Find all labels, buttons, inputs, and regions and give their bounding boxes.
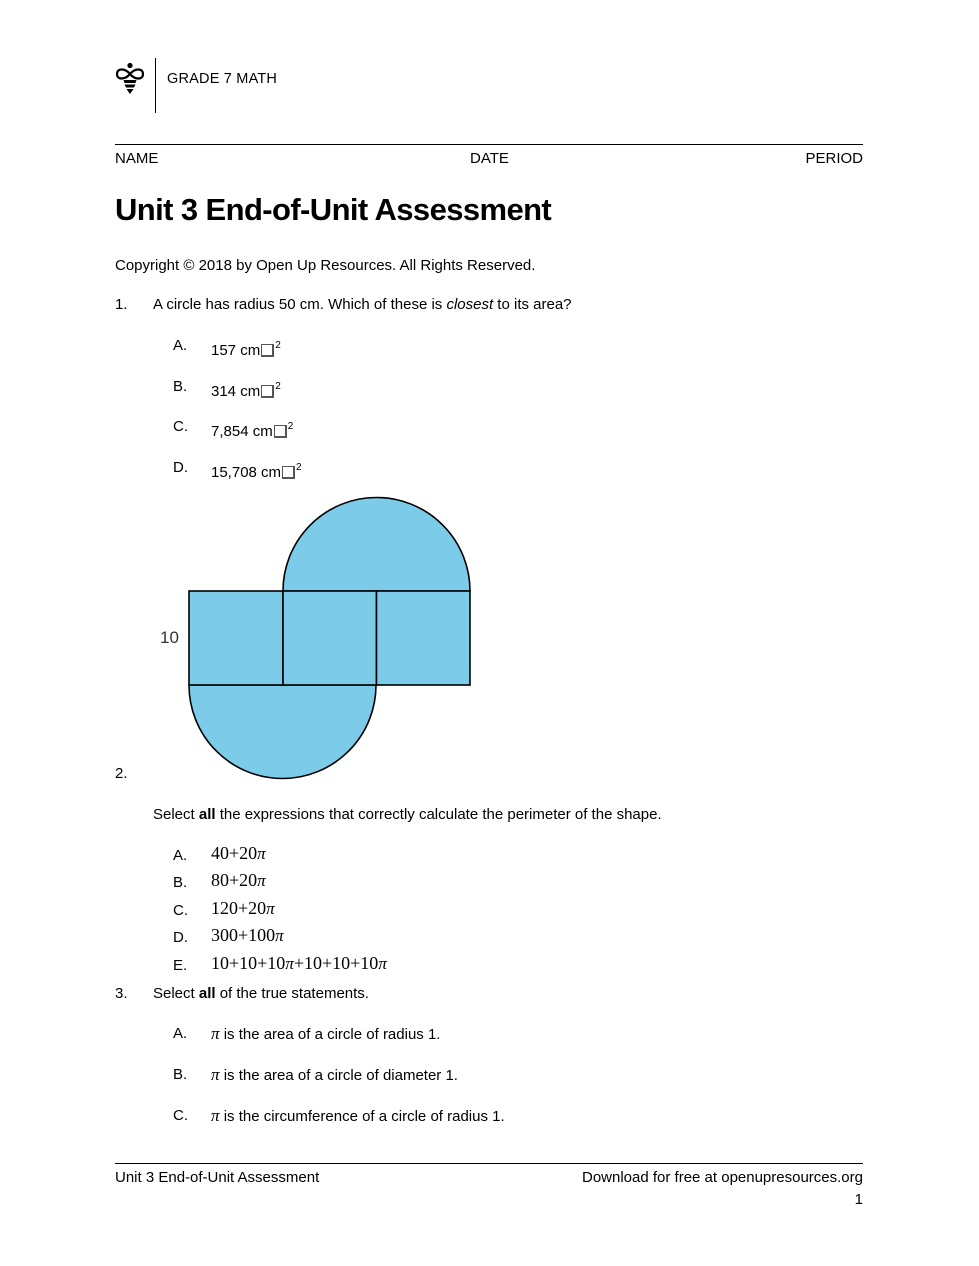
question-number: 2. xyxy=(115,765,128,782)
course-label: GRADE 7 MATH xyxy=(167,71,278,87)
answer-option-d[interactable] xyxy=(211,925,284,946)
pi-symbol: π xyxy=(266,899,275,918)
option-value: 40+20 xyxy=(211,843,258,863)
question-number: 1. xyxy=(115,296,128,313)
option-value: 314 cm xyxy=(211,383,261,400)
option-value: 15,708 cm xyxy=(211,464,282,481)
option-letter: C. xyxy=(173,1107,188,1124)
question-number: 3. xyxy=(115,985,128,1002)
option-value: +10+10+10 xyxy=(293,953,379,973)
answer-option-a[interactable] xyxy=(211,843,266,864)
pi-symbol: π xyxy=(275,926,284,945)
option-value: 7,854 cm xyxy=(211,423,273,440)
question-text-part: Select xyxy=(153,985,199,1002)
question-text-part: Select xyxy=(153,806,199,823)
placeholder-box-icon xyxy=(261,385,274,398)
question-text-part: A circle has radius 50 cm. Which of these is xyxy=(153,296,447,313)
exponent: 2 xyxy=(287,421,294,432)
option-letter: B. xyxy=(173,874,188,891)
footer-download-link[interactable]: Download for free at openupresources.org xyxy=(581,1169,863,1186)
option-letter: B. xyxy=(173,378,188,395)
option-letter: A. xyxy=(173,337,188,354)
period-field-label: PERIOD xyxy=(805,150,863,167)
option-letter: E. xyxy=(173,957,188,974)
exponent: 2 xyxy=(296,462,302,473)
copyright-notice: Copyright © 2018 by Open Up Resources. All Rights Reserved. xyxy=(115,257,536,274)
answer-option-b[interactable] xyxy=(211,870,266,891)
side-length-label: 10 xyxy=(160,628,179,647)
question-text-bold: all xyxy=(198,806,216,823)
answer-option-c[interactable] xyxy=(211,1107,505,1126)
question-text xyxy=(153,296,572,314)
option-letter: B. xyxy=(173,1066,188,1083)
pi-symbol: π xyxy=(285,954,294,973)
option-letter: D. xyxy=(173,459,188,476)
pi-symbol: π xyxy=(211,1024,220,1043)
question-text xyxy=(153,985,369,1003)
bee-logo-icon xyxy=(113,62,147,98)
option-value: is the area of a circle of radius 1. xyxy=(219,1026,441,1043)
pi-symbol: π xyxy=(257,844,266,863)
option-letter: A. xyxy=(173,1025,188,1042)
answer-option-a[interactable] xyxy=(211,337,281,360)
placeholder-box-icon xyxy=(282,466,295,479)
header-divider xyxy=(155,58,156,113)
option-letter: A. xyxy=(173,847,188,864)
page-title: Unit 3 End-of-Unit Assessment xyxy=(115,192,552,227)
pi-symbol: π xyxy=(378,954,387,973)
name-field-label: NAME xyxy=(115,150,159,167)
pi-symbol: π xyxy=(257,871,266,890)
footer-rule xyxy=(115,1163,863,1164)
question-text-emphasis: closest xyxy=(446,296,494,313)
footer-document-title: Unit 3 End-of-Unit Assessment xyxy=(115,1169,320,1186)
option-letter: D. xyxy=(173,929,188,946)
answer-option-b[interactable] xyxy=(211,1066,458,1085)
question-text-bold: all xyxy=(198,985,216,1002)
exponent: 2 xyxy=(275,381,281,392)
date-field-label: DATE xyxy=(470,150,509,167)
page-number: 1 xyxy=(854,1191,863,1208)
pi-symbol: π xyxy=(211,1065,220,1084)
answer-option-d[interactable] xyxy=(211,459,302,482)
placeholder-box-icon xyxy=(274,425,287,438)
answer-option-b[interactable] xyxy=(211,378,281,401)
header-rule xyxy=(115,144,863,145)
composite-shape-figure xyxy=(150,494,480,784)
placeholder-box-icon xyxy=(261,344,274,357)
option-letter: C. xyxy=(173,418,188,435)
option-letter: C. xyxy=(173,902,188,919)
option-value: 120+20 xyxy=(211,898,267,918)
option-value: is the area of a circle of diameter 1. xyxy=(219,1067,458,1084)
pi-symbol: π xyxy=(211,1106,220,1125)
question-text-part: to its area? xyxy=(493,296,572,313)
exponent: 2 xyxy=(275,340,281,351)
option-value: 300+100 xyxy=(211,925,276,945)
question-text-part: the expressions that correctly calculate the perimeter of the shape. xyxy=(215,806,662,823)
answer-option-c[interactable] xyxy=(211,418,293,441)
option-value: 80+20 xyxy=(211,870,258,890)
answer-option-e[interactable] xyxy=(211,953,387,974)
option-value: 10+10+10 xyxy=(211,953,286,973)
answer-option-c[interactable] xyxy=(211,898,275,919)
question-text xyxy=(153,806,662,824)
question-text-part: of the true statements. xyxy=(215,985,369,1002)
answer-option-a[interactable] xyxy=(211,1025,440,1044)
option-value: 157 cm xyxy=(211,342,261,359)
option-value: is the circumference of a circle of radius 1. xyxy=(219,1108,505,1125)
